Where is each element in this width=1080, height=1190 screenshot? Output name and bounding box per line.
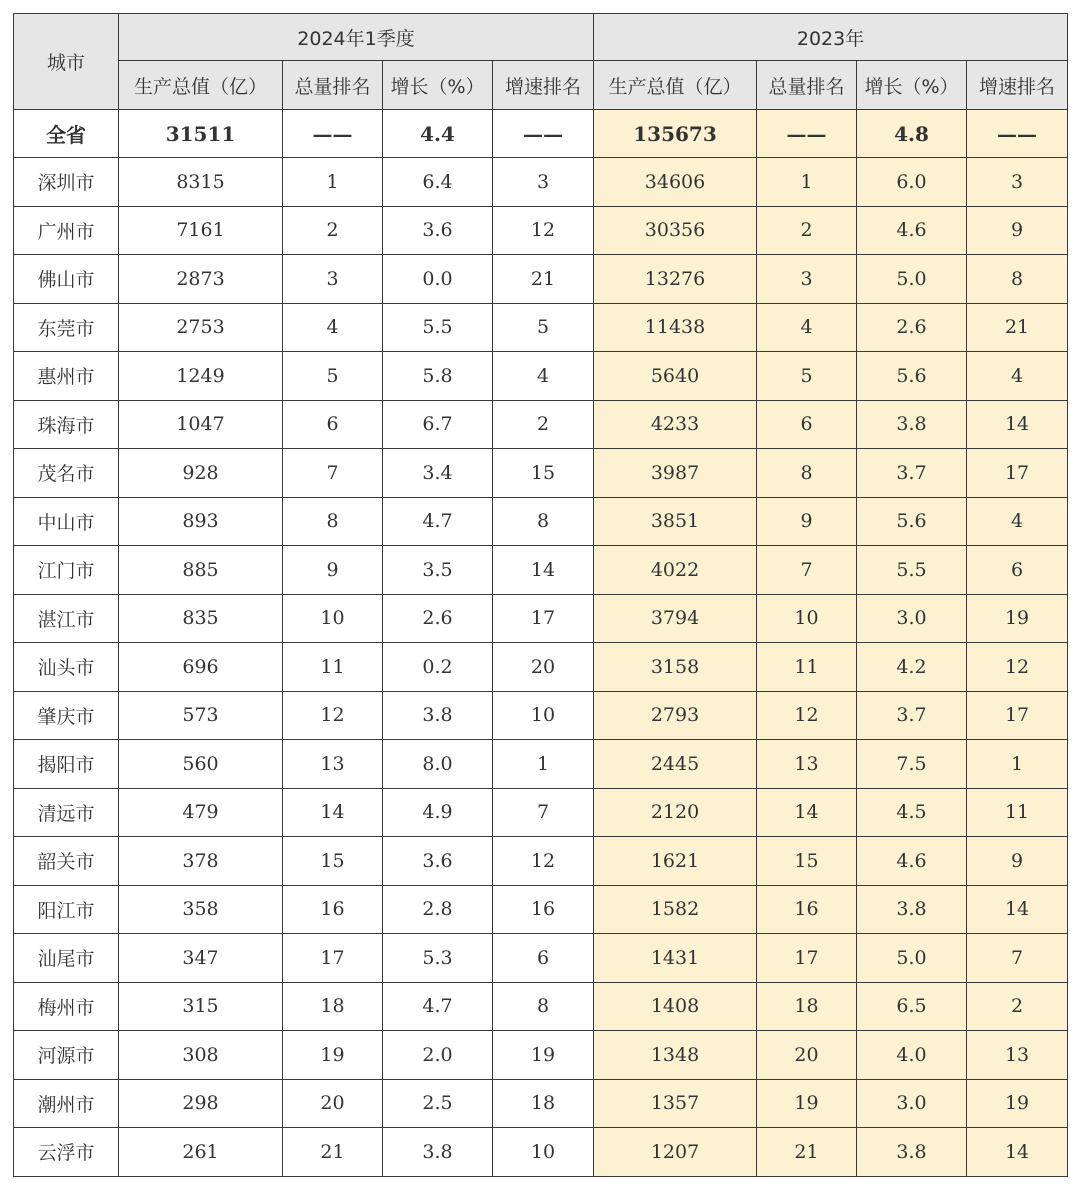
cell-y23-growth-rank: 4 — [967, 352, 1068, 401]
cell-y23-growth: 3.0 — [857, 1079, 967, 1128]
total-y23-gdp: 135673 — [594, 110, 757, 158]
cell-y23-growth: 4.5 — [857, 788, 967, 837]
cell-y23-rank: 8 — [757, 449, 857, 498]
cell-y23-rank: 18 — [757, 982, 857, 1031]
cell-q1-gdp: 479 — [119, 788, 283, 837]
cell-q1-growth-rank: 6 — [493, 934, 594, 983]
cell-city: 惠州市 — [14, 352, 119, 401]
table-row — [14, 449, 1068, 498]
table-row — [14, 982, 1068, 1031]
cell-y23-growth: 6.0 — [857, 158, 967, 207]
cell-city: 梅州市 — [14, 982, 119, 1031]
total-y23-growth-rank: —— — [967, 110, 1068, 158]
cell-y23-growth: 5.0 — [857, 255, 967, 304]
cell-y23-growth-rank: 12 — [967, 643, 1068, 692]
cell-city: 揭阳市 — [14, 740, 119, 789]
cell-q1-gdp: 261 — [119, 1128, 283, 1177]
cell-city: 佛山市 — [14, 255, 119, 304]
cell-y23-gdp: 30356 — [594, 206, 757, 255]
cell-y23-gdp: 13276 — [594, 255, 757, 304]
cell-y23-growth-rank: 19 — [967, 1079, 1068, 1128]
cell-y23-growth: 5.6 — [857, 352, 967, 401]
total-q1-gdp: 31511 — [119, 110, 283, 158]
cell-y23-growth: 5.0 — [857, 934, 967, 983]
cell-q1-gdp: 315 — [119, 982, 283, 1031]
table-row — [14, 1031, 1068, 1080]
cell-y23-growth-rank: 14 — [967, 400, 1068, 449]
cell-y23-gdp: 2793 — [594, 691, 757, 740]
cell-y23-rank: 17 — [757, 934, 857, 983]
cell-q1-rank: 10 — [283, 594, 383, 643]
cell-y23-growth-rank: 17 — [967, 449, 1068, 498]
cell-y23-rank: 19 — [757, 1079, 857, 1128]
cell-q1-growth-rank: 12 — [493, 837, 594, 886]
col-header-y23-growth: 增长（%） — [857, 61, 967, 110]
cell-y23-rank: 2 — [757, 206, 857, 255]
cell-y23-rank: 15 — [757, 837, 857, 886]
cell-q1-growth-rank: 14 — [493, 546, 594, 595]
cell-y23-growth: 3.0 — [857, 594, 967, 643]
cell-q1-growth: 6.7 — [383, 400, 493, 449]
cell-q1-growth: 4.9 — [383, 788, 493, 837]
cell-y23-rank: 9 — [757, 497, 857, 546]
cell-y23-growth-rank: 7 — [967, 934, 1068, 983]
table-row — [14, 206, 1068, 255]
cell-y23-gdp: 1207 — [594, 1128, 757, 1177]
cell-q1-gdp: 928 — [119, 449, 283, 498]
cell-q1-growth-rank: 5 — [493, 303, 594, 352]
cell-y23-rank: 16 — [757, 885, 857, 934]
gdp-table-container — [13, 13, 1068, 1177]
cell-q1-rank: 5 — [283, 352, 383, 401]
cell-y23-gdp: 2120 — [594, 788, 757, 837]
cell-y23-growth: 4.2 — [857, 643, 967, 692]
cell-y23-growth: 3.7 — [857, 691, 967, 740]
cell-q1-gdp: 8315 — [119, 158, 283, 207]
cell-q1-rank: 4 — [283, 303, 383, 352]
cell-y23-rank: 20 — [757, 1031, 857, 1080]
table-row — [14, 497, 1068, 546]
group-header-2024q1: 2024年1季度 — [119, 14, 594, 61]
cell-y23-rank: 10 — [757, 594, 857, 643]
col-header-q1-rank: 总量排名 — [283, 61, 383, 110]
cell-city: 清远市 — [14, 788, 119, 837]
header-sub-row — [14, 61, 1068, 110]
cell-q1-gdp: 358 — [119, 885, 283, 934]
cell-q1-rank: 14 — [283, 788, 383, 837]
cell-q1-gdp: 573 — [119, 691, 283, 740]
cell-q1-rank: 1 — [283, 158, 383, 207]
cell-y23-growth: 5.5 — [857, 546, 967, 595]
table-row — [14, 740, 1068, 789]
table-row — [14, 885, 1068, 934]
cell-y23-rank: 12 — [757, 691, 857, 740]
total-q1-rank: —— — [283, 110, 383, 158]
cell-y23-growth-rank: 13 — [967, 1031, 1068, 1080]
cell-q1-growth-rank: 15 — [493, 449, 594, 498]
cell-q1-growth: 5.3 — [383, 934, 493, 983]
cell-city: 广州市 — [14, 206, 119, 255]
total-city: 全省 — [14, 110, 119, 158]
table-row — [14, 643, 1068, 692]
cell-y23-gdp: 1582 — [594, 885, 757, 934]
table-row — [14, 400, 1068, 449]
cell-q1-gdp: 2873 — [119, 255, 283, 304]
col-header-y23-growth-rank: 增速排名 — [967, 61, 1068, 110]
total-q1-growth-rank: —— — [493, 110, 594, 158]
cell-q1-growth: 3.8 — [383, 691, 493, 740]
cell-city: 河源市 — [14, 1031, 119, 1080]
cell-q1-growth: 3.6 — [383, 206, 493, 255]
cell-q1-rank: 16 — [283, 885, 383, 934]
cell-y23-growth-rank: 4 — [967, 497, 1068, 546]
cell-y23-growth-rank: 1 — [967, 740, 1068, 789]
cell-q1-growth: 4.7 — [383, 982, 493, 1031]
cell-y23-gdp: 1408 — [594, 982, 757, 1031]
cell-q1-rank: 21 — [283, 1128, 383, 1177]
cell-q1-growth-rank: 18 — [493, 1079, 594, 1128]
cell-y23-growth: 4.6 — [857, 837, 967, 886]
cell-q1-rank: 19 — [283, 1031, 383, 1080]
cell-y23-growth: 4.6 — [857, 206, 967, 255]
col-header-q1-growth-rank: 增速排名 — [493, 61, 594, 110]
cell-q1-rank: 18 — [283, 982, 383, 1031]
cell-y23-rank: 14 — [757, 788, 857, 837]
table-row — [14, 691, 1068, 740]
col-header-q1-growth: 增长（%） — [383, 61, 493, 110]
cell-city: 中山市 — [14, 497, 119, 546]
cell-q1-rank: 12 — [283, 691, 383, 740]
total-q1-growth: 4.4 — [383, 110, 493, 158]
cell-q1-growth: 2.0 — [383, 1031, 493, 1080]
cell-q1-gdp: 7161 — [119, 206, 283, 255]
cell-q1-rank: 2 — [283, 206, 383, 255]
cell-y23-growth: 2.6 — [857, 303, 967, 352]
cell-q1-growth-rank: 12 — [493, 206, 594, 255]
cell-y23-rank: 1 — [757, 158, 857, 207]
cell-y23-growth-rank: 3 — [967, 158, 1068, 207]
cell-y23-rank: 13 — [757, 740, 857, 789]
cell-city: 汕尾市 — [14, 934, 119, 983]
total-y23-growth: 4.8 — [857, 110, 967, 158]
cell-q1-rank: 17 — [283, 934, 383, 983]
table-row — [14, 1079, 1068, 1128]
cell-y23-gdp: 3987 — [594, 449, 757, 498]
cell-y23-gdp: 3851 — [594, 497, 757, 546]
total-row — [14, 110, 1068, 158]
cell-q1-growth-rank: 19 — [493, 1031, 594, 1080]
table-row — [14, 1128, 1068, 1177]
cell-y23-growth-rank: 17 — [967, 691, 1068, 740]
cell-q1-growth-rank: 2 — [493, 400, 594, 449]
cell-q1-growth-rank: 3 — [493, 158, 594, 207]
cell-city: 东莞市 — [14, 303, 119, 352]
cell-y23-growth-rank: 14 — [967, 885, 1068, 934]
cell-y23-gdp: 4022 — [594, 546, 757, 595]
cell-city: 珠海市 — [14, 400, 119, 449]
cell-city: 阳江市 — [14, 885, 119, 934]
cell-q1-growth: 6.4 — [383, 158, 493, 207]
cell-y23-growth: 3.8 — [857, 885, 967, 934]
cell-y23-gdp: 1357 — [594, 1079, 757, 1128]
cell-q1-growth-rank: 10 — [493, 691, 594, 740]
cell-q1-rank: 3 — [283, 255, 383, 304]
cell-q1-growth: 2.8 — [383, 885, 493, 934]
cell-q1-rank: 15 — [283, 837, 383, 886]
cell-y23-gdp: 1348 — [594, 1031, 757, 1080]
cell-q1-growth: 5.8 — [383, 352, 493, 401]
group-header-2023: 2023年 — [594, 14, 1068, 61]
cell-q1-gdp: 298 — [119, 1079, 283, 1128]
cell-q1-growth-rank: 10 — [493, 1128, 594, 1177]
city-column-header: 城市 — [14, 14, 119, 110]
cell-q1-growth-rank: 8 — [493, 497, 594, 546]
table-row — [14, 594, 1068, 643]
cell-q1-growth: 0.0 — [383, 255, 493, 304]
cell-city: 江门市 — [14, 546, 119, 595]
table-row — [14, 934, 1068, 983]
cell-q1-rank: 8 — [283, 497, 383, 546]
cell-y23-rank: 6 — [757, 400, 857, 449]
cell-q1-gdp: 835 — [119, 594, 283, 643]
cell-q1-growth-rank: 16 — [493, 885, 594, 934]
cell-q1-gdp: 347 — [119, 934, 283, 983]
cell-q1-gdp: 893 — [119, 497, 283, 546]
cell-q1-growth-rank: 4 — [493, 352, 594, 401]
cell-y23-gdp: 1431 — [594, 934, 757, 983]
cell-q1-growth: 2.5 — [383, 1079, 493, 1128]
cell-q1-growth: 0.2 — [383, 643, 493, 692]
cell-q1-gdp: 378 — [119, 837, 283, 886]
cell-y23-growth-rank: 21 — [967, 303, 1068, 352]
cell-q1-growth-rank: 7 — [493, 788, 594, 837]
table-row — [14, 352, 1068, 401]
cell-y23-growth: 3.8 — [857, 1128, 967, 1177]
col-header-q1-gdp: 生产总值（亿） — [119, 61, 283, 110]
cell-y23-growth: 4.0 — [857, 1031, 967, 1080]
cell-y23-growth: 3.7 — [857, 449, 967, 498]
cell-y23-rank: 21 — [757, 1128, 857, 1177]
cell-y23-growth-rank: 19 — [967, 594, 1068, 643]
table-row — [14, 546, 1068, 595]
cell-y23-gdp: 34606 — [594, 158, 757, 207]
cell-city: 云浮市 — [14, 1128, 119, 1177]
cell-y23-growth: 7.5 — [857, 740, 967, 789]
cell-y23-rank: 11 — [757, 643, 857, 692]
cell-y23-gdp: 3158 — [594, 643, 757, 692]
cell-y23-growth-rank: 6 — [967, 546, 1068, 595]
cell-y23-gdp: 2445 — [594, 740, 757, 789]
cell-q1-rank: 20 — [283, 1079, 383, 1128]
cell-q1-growth-rank: 8 — [493, 982, 594, 1031]
cell-q1-gdp: 560 — [119, 740, 283, 789]
cell-q1-gdp: 308 — [119, 1031, 283, 1080]
cell-q1-rank: 13 — [283, 740, 383, 789]
header-group-row — [14, 14, 1068, 61]
cell-y23-growth-rank: 14 — [967, 1128, 1068, 1177]
cell-q1-growth: 8.0 — [383, 740, 493, 789]
cell-q1-growth-rank: 17 — [493, 594, 594, 643]
table-row — [14, 158, 1068, 207]
table-row — [14, 255, 1068, 304]
cell-q1-growth-rank: 1 — [493, 740, 594, 789]
table-row — [14, 303, 1068, 352]
cell-q1-growth: 3.8 — [383, 1128, 493, 1177]
col-header-y23-rank: 总量排名 — [757, 61, 857, 110]
cell-city: 茂名市 — [14, 449, 119, 498]
cell-q1-growth: 2.6 — [383, 594, 493, 643]
cell-y23-rank: 7 — [757, 546, 857, 595]
cell-y23-growth-rank: 9 — [967, 837, 1068, 886]
cell-y23-growth: 6.5 — [857, 982, 967, 1031]
cell-q1-growth-rank: 20 — [493, 643, 594, 692]
cell-y23-gdp: 3794 — [594, 594, 757, 643]
cell-city: 肇庆市 — [14, 691, 119, 740]
cell-q1-growth: 5.5 — [383, 303, 493, 352]
cell-city: 潮州市 — [14, 1079, 119, 1128]
cell-q1-gdp: 696 — [119, 643, 283, 692]
cell-q1-rank: 6 — [283, 400, 383, 449]
cell-y23-growth-rank: 8 — [967, 255, 1068, 304]
cell-y23-growth: 5.6 — [857, 497, 967, 546]
cell-city: 深圳市 — [14, 158, 119, 207]
cell-q1-growth: 3.4 — [383, 449, 493, 498]
cell-q1-gdp: 885 — [119, 546, 283, 595]
cell-q1-rank: 11 — [283, 643, 383, 692]
table-row — [14, 788, 1068, 837]
cell-q1-rank: 7 — [283, 449, 383, 498]
cell-y23-rank: 5 — [757, 352, 857, 401]
cell-q1-rank: 9 — [283, 546, 383, 595]
cell-q1-growth: 3.6 — [383, 837, 493, 886]
cell-q1-growth: 3.5 — [383, 546, 493, 595]
cell-q1-gdp: 1047 — [119, 400, 283, 449]
cell-city: 湛江市 — [14, 594, 119, 643]
cell-y23-gdp: 11438 — [594, 303, 757, 352]
cell-y23-growth-rank: 2 — [967, 982, 1068, 1031]
cell-city: 韶关市 — [14, 837, 119, 886]
cell-y23-rank: 3 — [757, 255, 857, 304]
cell-y23-gdp: 1621 — [594, 837, 757, 886]
cell-q1-growth: 4.7 — [383, 497, 493, 546]
gdp-table — [13, 13, 1068, 1177]
col-header-y23-gdp: 生产总值（亿） — [594, 61, 757, 110]
cell-y23-growth: 3.8 — [857, 400, 967, 449]
table-row — [14, 837, 1068, 886]
cell-q1-gdp: 1249 — [119, 352, 283, 401]
cell-y23-gdp: 4233 — [594, 400, 757, 449]
cell-y23-growth-rank: 9 — [967, 206, 1068, 255]
cell-y23-growth-rank: 11 — [967, 788, 1068, 837]
total-y23-rank: —— — [757, 110, 857, 158]
cell-q1-growth-rank: 21 — [493, 255, 594, 304]
cell-y23-gdp: 5640 — [594, 352, 757, 401]
cell-y23-rank: 4 — [757, 303, 857, 352]
cell-q1-gdp: 2753 — [119, 303, 283, 352]
cell-city: 汕头市 — [14, 643, 119, 692]
table-body — [14, 110, 1068, 1177]
